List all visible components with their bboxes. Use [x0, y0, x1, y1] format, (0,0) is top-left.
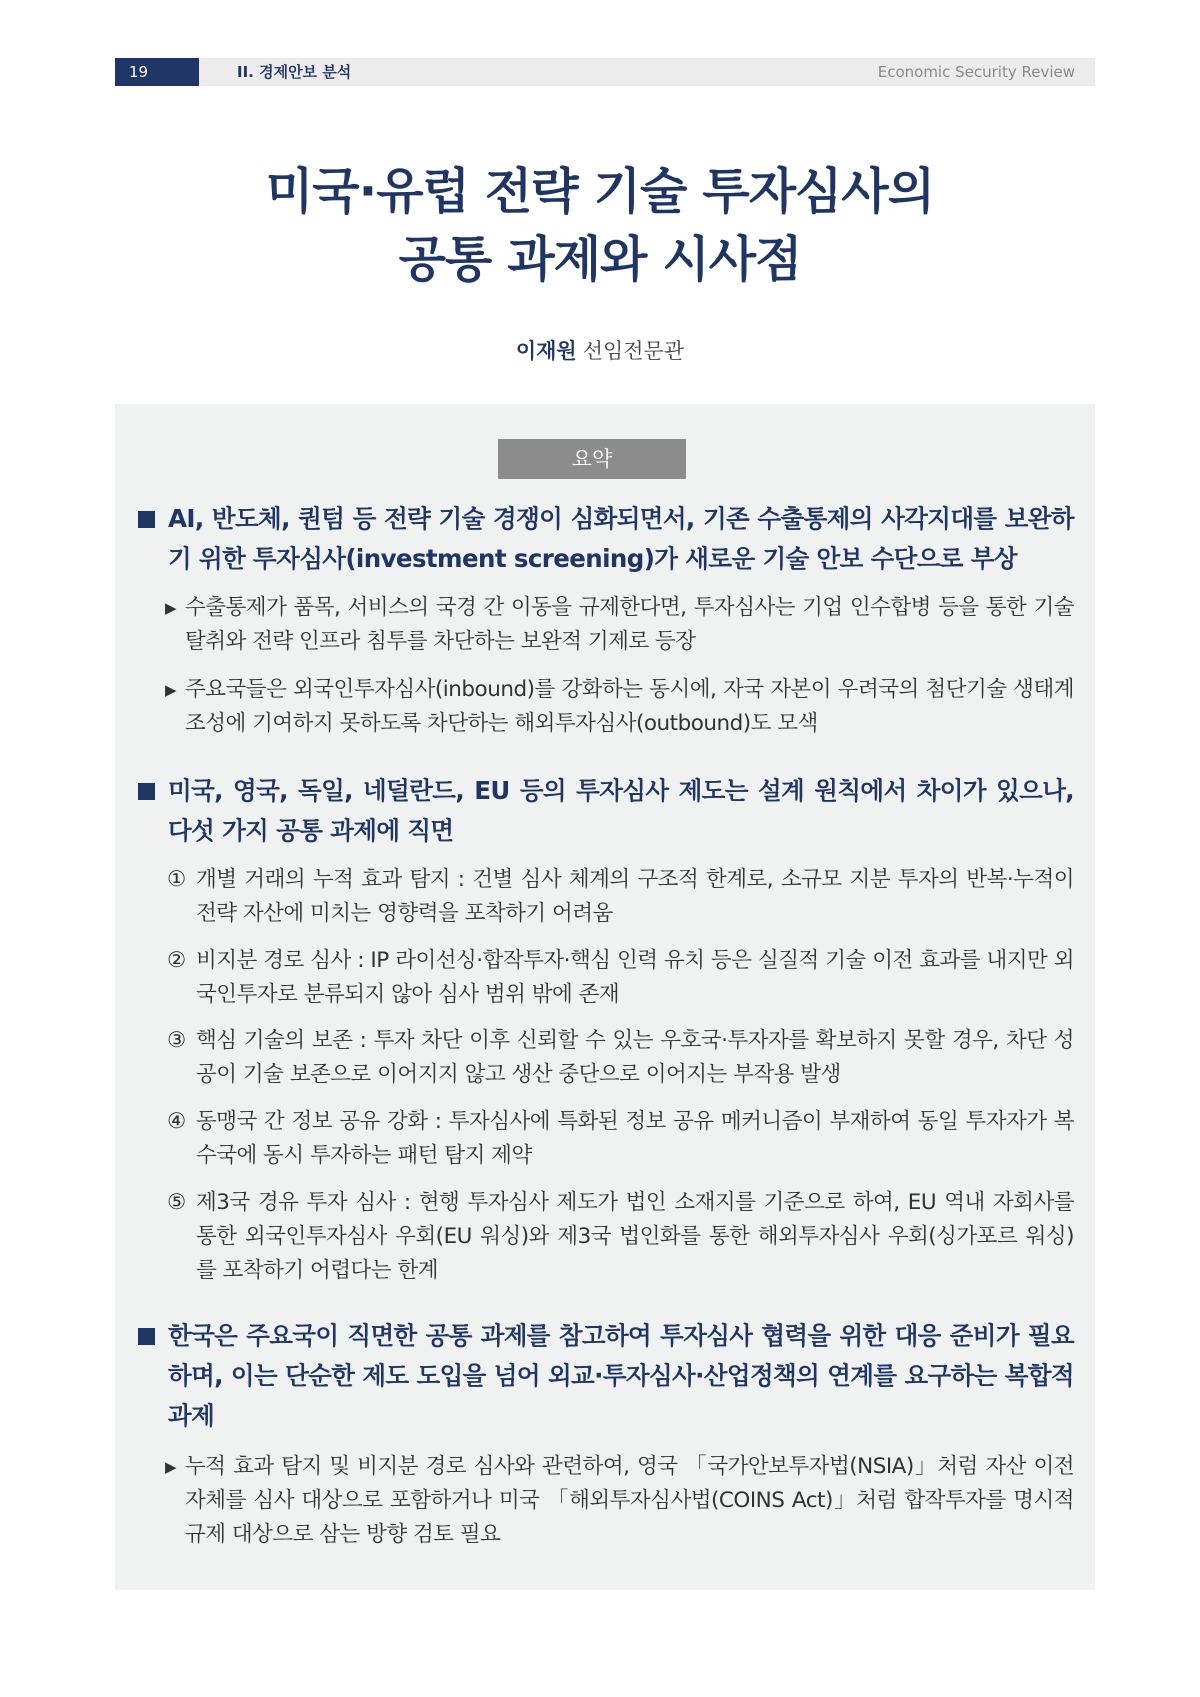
- summary-item: [165, 591, 1074, 659]
- item-number: ③: [167, 1028, 186, 1053]
- page-title: [0, 158, 1200, 294]
- square-bullet-icon: [138, 511, 155, 528]
- numbered-item-text: 비지분 경로 심사 : IP 라이선싱·합작투자·핵심 인력 유치 등은 실질적 기술 이전 효과를 내지만 외국인투자로 분류되지 않아 심사 범위 밖에 존재: [196, 948, 1074, 1007]
- summary-item-text: 누적 효과 탐지 및 비지분 경로 심사와 관련하여, 영국 「국가안보투자법(NSIA)」처럼 자산 이전 자체를 심사 대상으로 포함하거나 미국 「해외투자심사법(COINS Act)」처럼 합작투자를 명시적 규제 대상으로 삼는 방향 검토 필요: [185, 1454, 1074, 1547]
- summary-heading-text: 미국, 영국, 독일, 네덜란드, EU 등의 투자심사 제도는 설계 원칙에서 차이가 있으나, 다섯 가지 공통 과제에 직면: [168, 776, 1074, 845]
- summary-heading-1: [138, 499, 1074, 579]
- square-bullet-icon: [138, 1328, 155, 1345]
- author-line: [0, 335, 1200, 365]
- title-line-1: 미국·유럽 전략 기술 투자심사의: [265, 163, 935, 220]
- numbered-item-text: 핵심 기술의 보존 : 투자 차단 이후 신뢰할 수 있는 우호국·투자자를 확보하지 못할 경우, 차단 성공이 기술 보존으로 이어지지 않고 생산 중단으로 이어지는 부작용 발생: [196, 1028, 1074, 1087]
- author-role: 선임전문관: [582, 339, 685, 363]
- numbered-item: [167, 944, 1074, 1012]
- author-name: 이재원: [515, 339, 577, 363]
- item-number: ⑤: [167, 1190, 186, 1215]
- numbered-item-text: 제3국 경유 투자 심사 : 현행 투자심사 제도가 법인 소재지를 기준으로 하여, EU 역내 자회사를 통한 외국인투자심사 우회(EU 워싱)와 제3국 법인화를 통한 해외투자심사 우회(싱가포르 워싱)를 포착하기 어렵다는 한계: [196, 1190, 1074, 1283]
- journal-name: Economic Security Review: [877, 63, 1075, 81]
- numbered-item-text: 동맹국 간 정보 공유 강화 : 투자심사에 특화된 정보 공유 메커니즘이 부재하여 동일 투자자가 복수국에 동시 투자하는 패턴 탐지 제약: [196, 1109, 1074, 1168]
- square-bullet-icon: [138, 783, 155, 800]
- numbered-item: [167, 1105, 1074, 1173]
- summary-heading-3: [138, 1316, 1074, 1436]
- summary-heading-text: AI, 반도체, 퀀텀 등 전략 기술 경쟁이 심화되면서, 기존 수출통제의 사각지대를 보완하기 위한 투자심사(investment screening)가 새로운 기술 안보 수단으로 부상: [168, 504, 1074, 573]
- running-header: [115, 58, 1095, 86]
- item-number: ①: [167, 867, 186, 892]
- numbered-item: [167, 863, 1074, 931]
- title-line-2: 공통 과제와 시사점: [398, 231, 802, 288]
- summary-item: [165, 1450, 1074, 1552]
- section-label: II. 경제안보 분석: [237, 63, 352, 81]
- page-number: 19: [115, 58, 199, 86]
- triangle-bullet-icon: ▶: [165, 1458, 177, 1476]
- numbered-item-text: 개별 거래의 누적 효과 탐지 : 건별 심사 체계의 구조적 한계로, 소규모 지분 투자의 반복·누적이 전략 자산에 미치는 영향력을 포착하기 어려움: [196, 867, 1074, 926]
- numbered-item: [167, 1186, 1074, 1288]
- numbered-item: [167, 1024, 1074, 1092]
- triangle-bullet-icon: ▶: [165, 681, 177, 699]
- summary-item: [165, 673, 1074, 741]
- triangle-bullet-icon: ▶: [165, 599, 177, 617]
- summary-label: 요약: [498, 439, 686, 479]
- item-number: ②: [167, 948, 186, 973]
- summary-item-text: 주요국들은 외국인투자심사(inbound)를 강화하는 동시에, 자국 자본이 우려국의 첨단기술 생태계 조성에 기여하지 못하도록 차단하는 해외투자심사(outbound)도 모색: [185, 677, 1074, 736]
- summary-box: [115, 404, 1095, 1590]
- summary-heading-2: [138, 771, 1074, 851]
- summary-heading-text: 한국은 주요국이 직면한 공통 과제를 참고하여 투자심사 협력을 위한 대응 준비가 필요하며, 이는 단순한 제도 도입을 넘어 외교·투자심사·산업정책의 연계를 요구하는 복합적 과제: [168, 1321, 1074, 1430]
- item-number: ④: [167, 1109, 186, 1134]
- summary-item-text: 수출통제가 품목, 서비스의 국경 간 이동을 규제한다면, 투자심사는 기업 인수합병 등을 통한 기술 탈취와 전략 인프라 침투를 차단하는 보완적 기제로 등장: [185, 595, 1074, 654]
